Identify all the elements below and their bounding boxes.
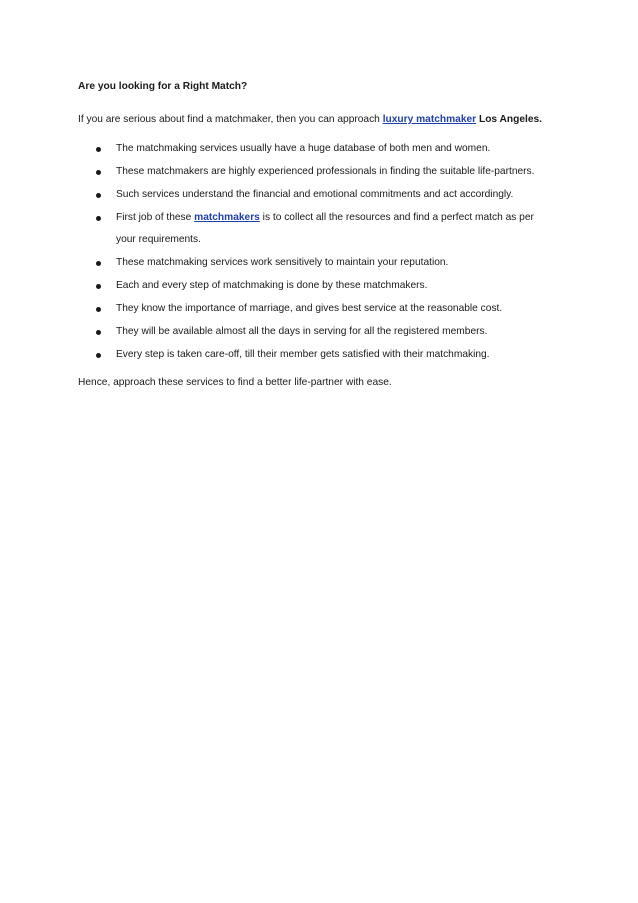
list-item [78, 207, 578, 251]
list-item [78, 188, 578, 202]
bullet-icon [96, 216, 101, 221]
intro-paragraph [78, 113, 578, 127]
bullet-icon [96, 193, 101, 198]
list-item [78, 256, 578, 270]
bullet-icon [96, 330, 101, 335]
list-item [78, 302, 578, 316]
list-item-text: They know the importance of marriage, and gives best service at the reasonable cost. [116, 303, 503, 314]
list-item-text: They will be available almost all the days in serving for all the registered members. [116, 326, 488, 337]
list-item-text: is to collect all the resources and find a perfect match as per [259, 212, 534, 223]
list-item-text: These matchmakers are highly experienced professionals in finding the suitable life-partners. [116, 166, 535, 177]
list-item-text: Such services understand the financial and emotional commitments and act accordingly. [116, 189, 514, 200]
bullet-icon [96, 147, 101, 152]
list-item [78, 279, 578, 293]
list-item-text: Every step is taken care-off, till their member gets satisfied with their matchmaking. [116, 349, 490, 360]
list-item-continuation: your requirements. [116, 234, 201, 245]
intro-location: Los Angeles. [478, 114, 542, 125]
list-item-text: Each and every step of matchmaking is done by these matchmakers. [116, 280, 428, 291]
list-item [78, 325, 578, 339]
bullet-list [78, 142, 578, 362]
document-heading: Are you looking for a Right Match? [78, 81, 248, 92]
list-item-text: These matchmaking services work sensitively to maintain your reputation. [116, 257, 449, 268]
document-body [78, 80, 578, 390]
bullet-icon [96, 307, 101, 312]
list-item [78, 142, 578, 156]
bullet-icon [96, 353, 101, 358]
list-item [78, 165, 578, 179]
intro-text: If you are serious about find a matchmaker, then you can approach [78, 114, 383, 125]
matchmakers-link[interactable]: matchmakers [194, 212, 260, 223]
luxury-matchmaker-link[interactable]: luxury matchmaker [382, 114, 477, 125]
list-item-text: First job of these [116, 212, 195, 223]
list-item-text: The matchmaking services usually have a huge database of both men and women. [116, 143, 491, 154]
bullet-icon [96, 261, 101, 266]
bullet-icon [96, 284, 101, 289]
bullet-icon [96, 170, 101, 175]
list-item [78, 348, 578, 362]
closing-paragraph: Hence, approach these services to find a better life-partner with ease. [78, 377, 392, 388]
